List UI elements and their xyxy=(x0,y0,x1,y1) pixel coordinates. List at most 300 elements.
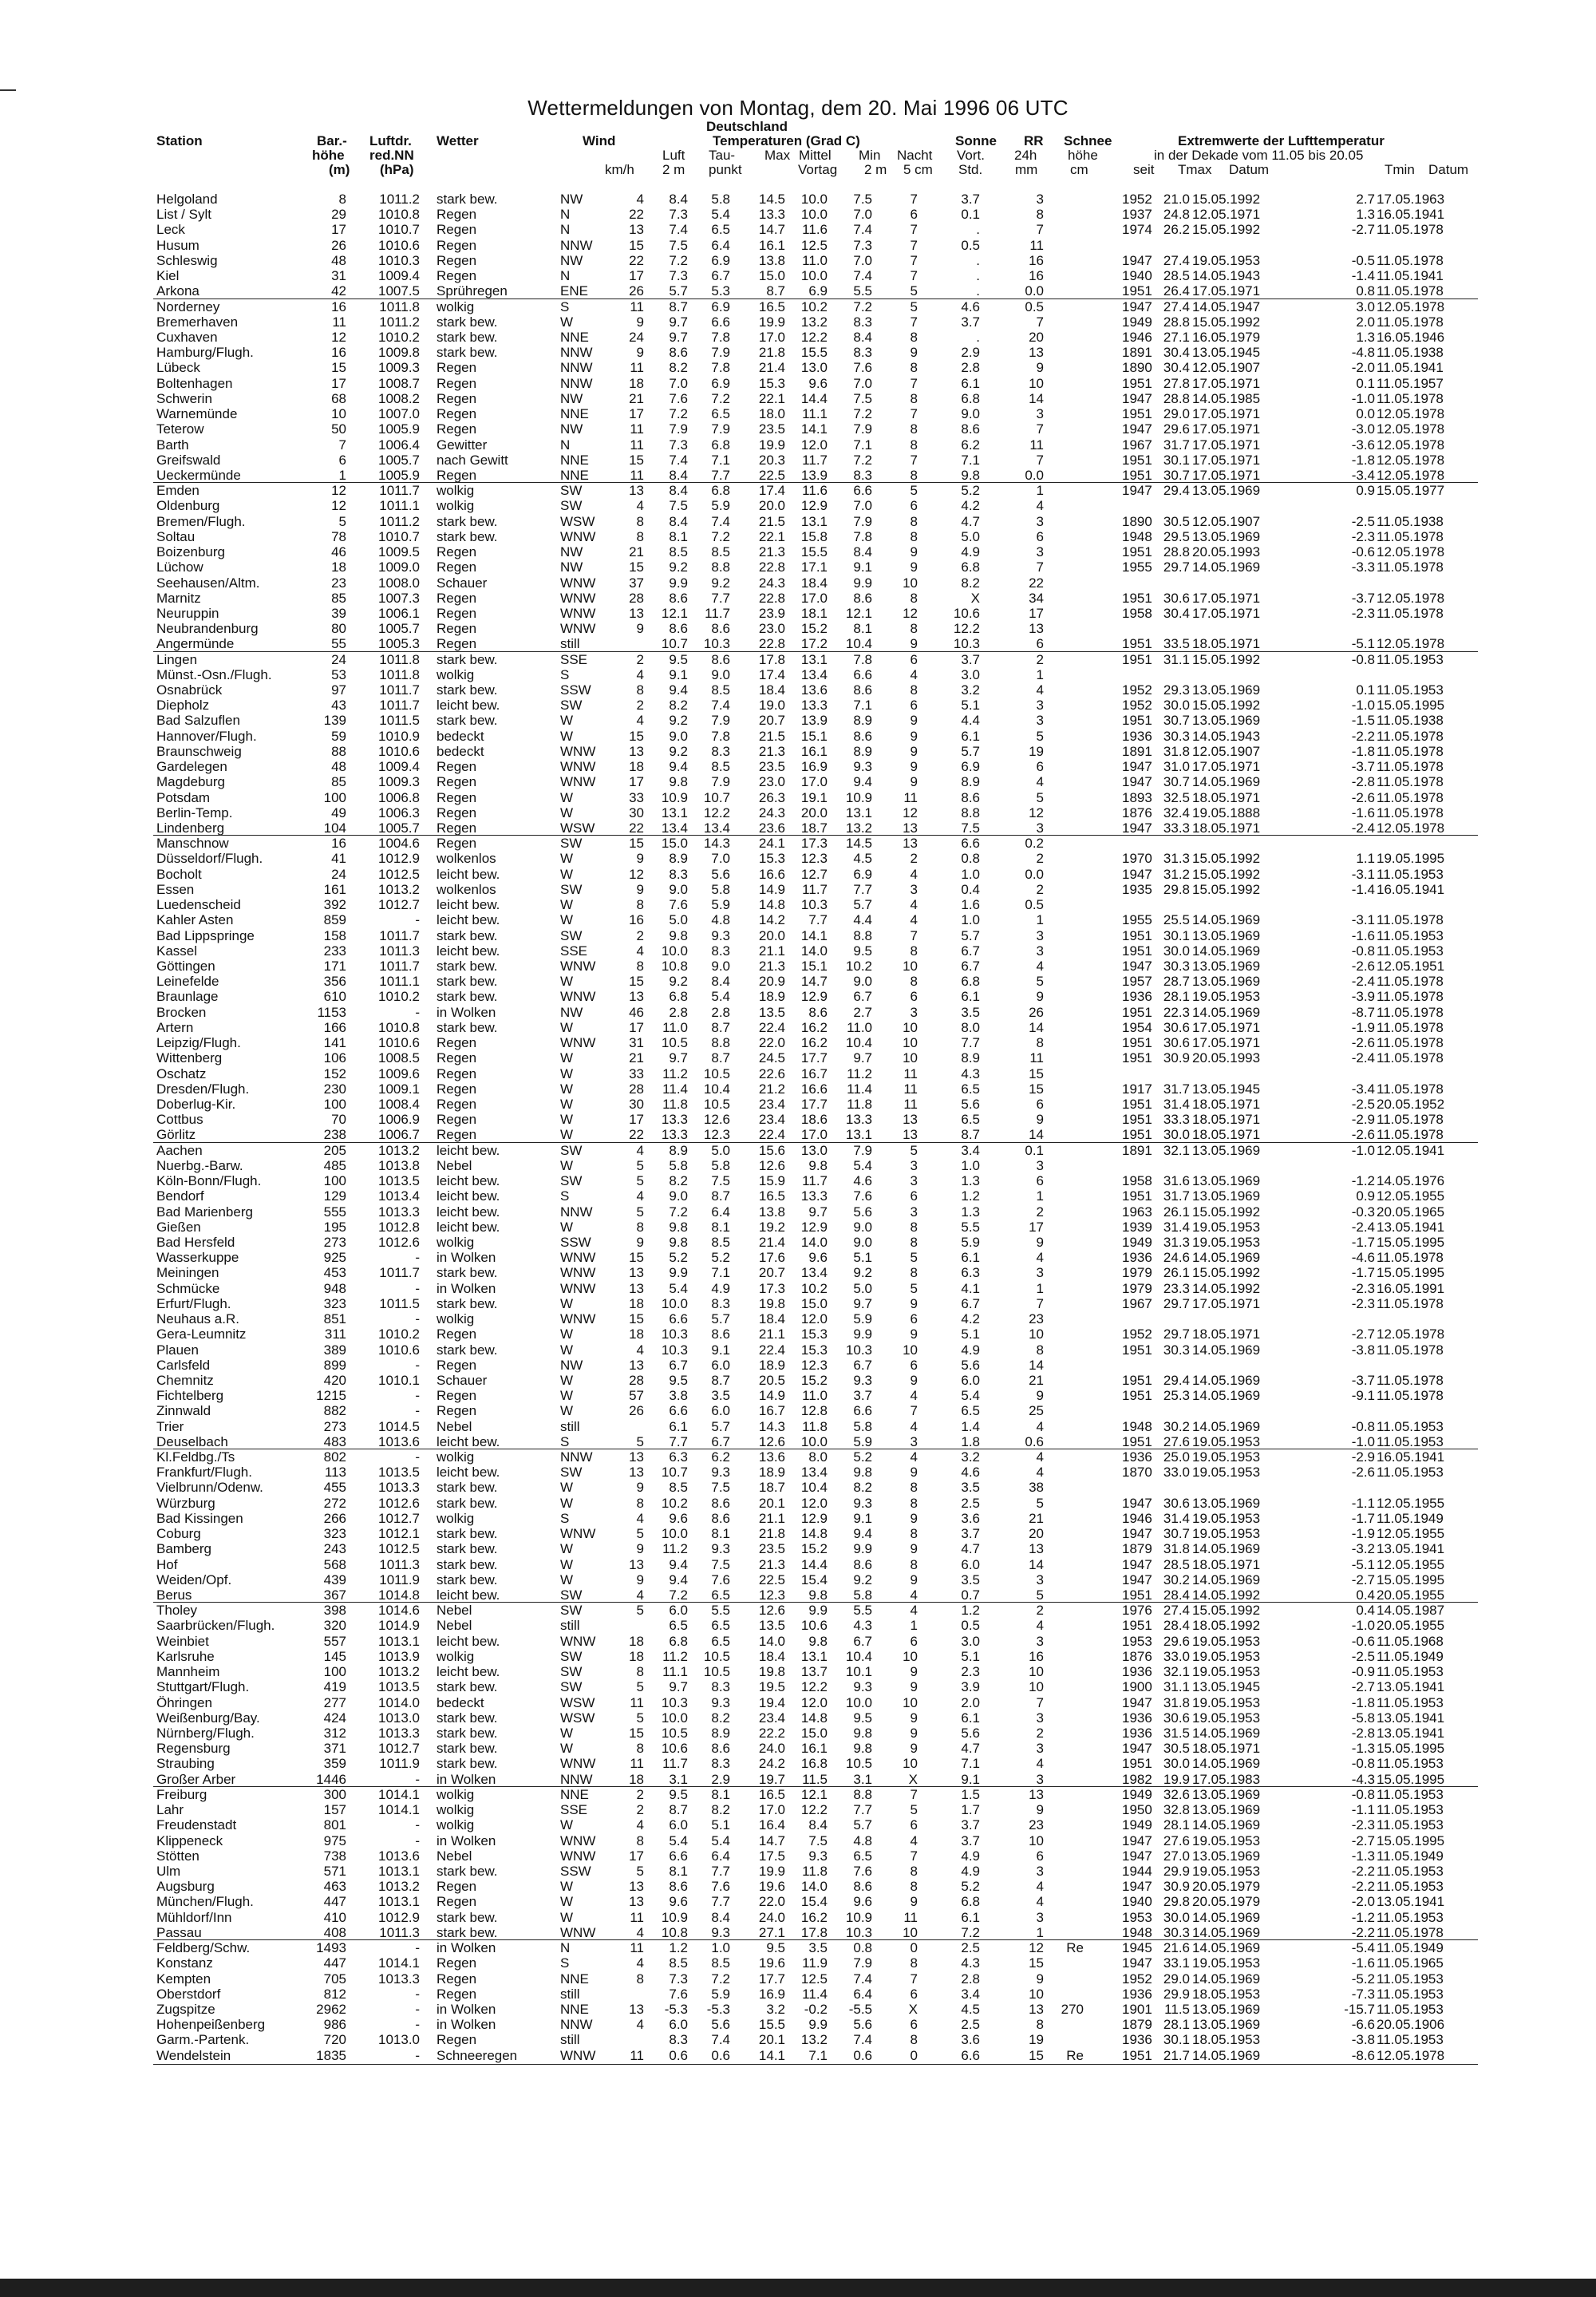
cell-air-temp: 7.6 xyxy=(669,897,688,912)
cell-weather: stark bew. xyxy=(437,1572,498,1587)
cell-record-since: 1948 xyxy=(1122,1925,1152,1940)
cell-station: Hohenpeißenberg xyxy=(156,2017,266,2032)
cell-record-since: 1947 xyxy=(1122,391,1152,406)
cell-wind-dir: WNW xyxy=(560,959,596,974)
cell-temp-min: 8.1 xyxy=(853,621,872,636)
table-row xyxy=(0,1311,1596,1326)
cell-temp-min: 5.9 xyxy=(853,1311,872,1326)
cell-pressure: 1009.3 xyxy=(378,774,420,789)
cell-rain: 23 xyxy=(1029,1817,1044,1832)
cell-record-since: 1947 xyxy=(1122,1695,1152,1710)
cell-pressure: 1013.3 xyxy=(378,1726,420,1741)
cell-temp-mean: 12.2 xyxy=(800,1679,828,1694)
cell-temp-night: 8 xyxy=(910,360,918,375)
cell-pressure: 1008.4 xyxy=(378,1097,420,1112)
cell-wind-dir: WNW xyxy=(560,1925,596,1940)
cell-station: Bad Hersfeld xyxy=(156,1235,235,1250)
table-row xyxy=(0,1618,1596,1633)
cell-tmax: 29.0 xyxy=(1163,1971,1190,1987)
cell-tmax: 27.4 xyxy=(1163,299,1190,314)
cell-tmin: -0.8 xyxy=(1351,652,1375,667)
cell-rain: 6 xyxy=(1036,1097,1044,1112)
cell-pressure: 1013.0 xyxy=(378,2032,420,2047)
cell-wind-dir: W xyxy=(560,1296,574,1311)
cell-rain: 2 xyxy=(1036,652,1044,667)
table-row xyxy=(0,1465,1596,1480)
cell-temp-min: 7.4 xyxy=(853,2032,872,2047)
cell-tmin: 0.9 xyxy=(1356,483,1375,498)
cell-temp-max: 20.3 xyxy=(758,453,785,468)
cell-tmax-date: 14.05.1992 xyxy=(1192,1281,1261,1296)
cell-rain: 4 xyxy=(1036,1465,1044,1480)
cell-temp-night: 13 xyxy=(903,836,918,851)
cell-temp-min: 9.9 xyxy=(853,1541,872,1556)
cell-tmin-date: 11.05.1978 xyxy=(1377,1373,1444,1388)
cell-temp-night: 10 xyxy=(903,1342,918,1358)
cell-dew-point: 7.9 xyxy=(711,345,730,360)
cell-dew-point: 6.7 xyxy=(711,268,730,283)
cell-rain: 3 xyxy=(1036,698,1044,713)
cell-wind-speed: 28 xyxy=(629,1081,644,1097)
cell-tmin-date: 15.05.1995 xyxy=(1377,1772,1445,1787)
table-row xyxy=(0,1173,1596,1188)
cell-altitude: 1493 xyxy=(316,1940,346,1955)
cell-sunshine: 6.8 xyxy=(961,559,980,575)
cell-sunshine: 8.2 xyxy=(961,575,980,591)
cell-wind-speed: 12 xyxy=(629,867,644,882)
cell-tmax-date: 18.05.1953 xyxy=(1192,2032,1261,2047)
table-row xyxy=(0,1143,1596,1158)
cell-weather: stark bew. xyxy=(437,1480,498,1495)
cell-temp-max: 12.6 xyxy=(758,1158,785,1173)
cell-sunshine: 3.7 xyxy=(961,1817,980,1832)
cell-pressure: 1011.5 xyxy=(379,713,420,728)
cell-tmin-date: 20.05.1955 xyxy=(1377,1618,1445,1633)
cell-air-temp: 11.7 xyxy=(662,1756,688,1771)
cell-tmin-date: 11.05.1978 xyxy=(1377,1127,1444,1142)
cell-tmax: 30.1 xyxy=(1163,453,1190,468)
table-row xyxy=(0,774,1596,789)
cell-tmin: -2.3 xyxy=(1351,606,1375,621)
cell-temp-min: 10.1 xyxy=(845,1664,872,1679)
cell-temp-night: 6 xyxy=(910,1987,918,2002)
cell-dew-point: 5.8 xyxy=(711,192,730,207)
cell-weather: stark bew. xyxy=(437,1726,498,1741)
cell-air-temp: 9.2 xyxy=(669,744,688,759)
cell-tmax-date: 18.05.1971 xyxy=(1192,1741,1261,1756)
cell-temp-min: 7.8 xyxy=(853,652,872,667)
table-row xyxy=(0,1250,1596,1265)
table-row xyxy=(0,1066,1596,1081)
cell-temp-mean: 10.6 xyxy=(800,1618,828,1633)
cell-tmin: 2.7 xyxy=(1356,192,1375,207)
cell-temp-night: 8 xyxy=(910,974,918,989)
cell-rain: 12 xyxy=(1029,1940,1044,1955)
cell-station: Köln-Bonn/Flugh. xyxy=(156,1173,262,1188)
cell-dew-point: 7.5 xyxy=(711,1173,730,1188)
cell-temp-max: 21.5 xyxy=(758,729,785,744)
cell-temp-night: 8 xyxy=(910,391,918,406)
cell-wind-dir: NNE xyxy=(560,1787,589,1802)
table-row xyxy=(0,391,1596,406)
cell-wind-dir: NNW xyxy=(560,1204,593,1220)
cell-tmax-date: 13.05.1969 xyxy=(1192,1188,1261,1204)
cell-tmin: -1.9 xyxy=(1351,1020,1375,1035)
cell-station: Lindenberg xyxy=(156,820,225,836)
cell-air-temp: 7.9 xyxy=(669,421,688,437)
cell-dew-point: 5.8 xyxy=(711,882,730,897)
cell-temp-max: 24.1 xyxy=(758,836,785,851)
cell-temp-mean: 14.8 xyxy=(800,1526,828,1541)
cell-record-since: 1948 xyxy=(1122,1419,1152,1434)
cell-tmin-date: 12.05.1978 xyxy=(1377,406,1445,421)
cell-temp-night: 10 xyxy=(903,1649,918,1664)
cell-pressure: 1010.3 xyxy=(378,253,420,268)
cell-tmax-date: 17.05.1971 xyxy=(1192,606,1261,621)
cell-tmin-date: 12.05.1978 xyxy=(1377,453,1445,468)
cell-tmin: -5.1 xyxy=(1351,1557,1375,1572)
cell-wind-speed: 15 xyxy=(629,1311,644,1326)
cell-tmin-date: 16.05.1941 xyxy=(1377,1449,1445,1465)
cell-sunshine: 3.4 xyxy=(961,1143,980,1158)
cell-tmin-date: 11.05.1953 xyxy=(1377,1434,1444,1449)
cell-tmax-date: 20.05.1979 xyxy=(1192,1879,1261,1894)
cell-tmax-date: 18.05.1971 xyxy=(1192,1112,1261,1127)
cell-temp-mean: 13.4 xyxy=(800,667,828,682)
cell-tmin: -2.0 xyxy=(1351,360,1375,375)
cell-tmin-date: 20.05.1906 xyxy=(1377,2017,1445,2032)
header-night: Nacht xyxy=(897,148,933,163)
cell-weather: in Wolken xyxy=(437,1281,496,1296)
cell-altitude: 2962 xyxy=(316,2002,346,2017)
cell-temp-mean: 14.1 xyxy=(800,421,828,437)
cell-temp-min: 6.6 xyxy=(853,1403,872,1418)
cell-dew-point: 8.3 xyxy=(711,1296,730,1311)
cell-air-temp: 6.0 xyxy=(669,1817,688,1832)
cell-station: Bamberg xyxy=(156,1541,211,1556)
cell-sunshine: 4.9 xyxy=(961,544,980,559)
header-rain-mm: mm xyxy=(1015,162,1038,177)
cell-altitude: 1153 xyxy=(317,1005,346,1020)
cell-record-since: 1936 xyxy=(1122,729,1152,744)
cell-dew-point: 8.7 xyxy=(711,1373,730,1388)
cell-air-temp: 10.9 xyxy=(661,1910,688,1925)
header-mean: Mittel xyxy=(799,148,832,163)
cell-wind-speed: 8 xyxy=(636,529,644,544)
cell-temp-night: 9 xyxy=(910,1373,918,1388)
cell-rain: 20 xyxy=(1029,1526,1044,1541)
cell-temp-night: 8 xyxy=(910,1235,918,1250)
cell-tmax: 30.4 xyxy=(1163,360,1190,375)
cell-wind-dir: NNW xyxy=(560,360,593,375)
cell-dew-point: 6.5 xyxy=(711,1634,730,1649)
cell-temp-min: 0.6 xyxy=(853,2048,872,2063)
cell-wind-dir: W xyxy=(560,897,574,912)
header-date-max: Datum xyxy=(1229,162,1270,177)
cell-pressure: - xyxy=(415,1987,420,2002)
cell-temp-min: 7.6 xyxy=(853,1188,872,1204)
cell-temp-mean: 13.0 xyxy=(800,360,828,375)
cell-rain: 4 xyxy=(1036,1894,1044,1909)
cell-record-since: 1951 xyxy=(1122,1434,1152,1449)
cell-tmin: -1.6 xyxy=(1351,928,1375,943)
cell-temp-max: 18.7 xyxy=(758,1480,785,1495)
cell-dew-point: 8.7 xyxy=(711,1050,730,1065)
table-row xyxy=(0,729,1596,744)
cell-rain: 4 xyxy=(1036,1250,1044,1265)
cell-pressure: 1011.9 xyxy=(379,1572,420,1587)
cell-temp-mean: 13.7 xyxy=(800,1664,828,1679)
header-night-5cm: 5 cm xyxy=(903,162,933,177)
cell-wind-dir: W xyxy=(560,1326,574,1342)
cell-wind-dir: NW xyxy=(560,253,583,268)
cell-tmax: 29.8 xyxy=(1163,882,1190,897)
cell-station: Bocholt xyxy=(156,867,202,882)
cell-temp-min: 5.6 xyxy=(853,1204,872,1220)
cell-station: List / Sylt xyxy=(156,207,211,222)
cell-altitude: 55 xyxy=(331,636,346,651)
cell-temp-mean: 11.7 xyxy=(802,1173,828,1188)
cell-sunshine: 4.9 xyxy=(961,1848,980,1864)
cell-pressure: - xyxy=(415,1940,420,1955)
cell-wind-dir: WNW xyxy=(560,1848,596,1864)
cell-dew-point: 6.2 xyxy=(711,1449,730,1465)
cell-altitude: 6 xyxy=(338,453,346,468)
cell-station: Freiburg xyxy=(156,1787,207,1802)
cell-tmin-date: 13.05.1941 xyxy=(1377,1220,1445,1235)
cell-tmax-date: 20.05.1993 xyxy=(1192,1050,1261,1065)
cell-wind-dir: S xyxy=(560,1188,570,1204)
cell-temp-max: 13.8 xyxy=(758,1204,785,1220)
cell-altitude: 410 xyxy=(323,1910,346,1925)
cell-wind-speed: 18 xyxy=(629,376,644,391)
cell-temp-mean: 13.9 xyxy=(800,468,828,483)
cell-wind-speed: 8 xyxy=(636,1220,644,1235)
cell-temp-max: 20.1 xyxy=(758,2032,785,2047)
cell-temp-min: 5.8 xyxy=(853,1587,872,1603)
cell-wind-speed: 30 xyxy=(629,805,644,820)
cell-temp-mean: 9.8 xyxy=(808,1158,828,1173)
cell-pressure: 1005.7 xyxy=(378,453,420,468)
cell-dew-point: 8.3 xyxy=(711,1679,730,1694)
cell-temp-max: 12.6 xyxy=(758,1434,785,1449)
cell-temp-max: 22.0 xyxy=(758,1035,785,1050)
cell-temp-night: 9 xyxy=(910,544,918,559)
cell-temp-max: 22.4 xyxy=(758,1020,785,1035)
cell-altitude: 49 xyxy=(331,805,346,820)
cell-sunshine: 4.7 xyxy=(961,1541,980,1556)
cell-tmax-date: 19.05.1953 xyxy=(1192,1634,1261,1649)
cell-temp-min: 5.0 xyxy=(853,1281,872,1296)
cell-temp-night: 5 xyxy=(910,1281,918,1296)
cell-sunshine: 6.6 xyxy=(961,2048,980,2063)
cell-temp-mean: 11.0 xyxy=(802,1388,828,1403)
cell-air-temp: 8.9 xyxy=(669,1143,688,1158)
cell-pressure: 1011.9 xyxy=(379,1756,420,1771)
cell-weather: stark bew. xyxy=(437,1526,498,1541)
cell-pressure: 1009.0 xyxy=(378,559,420,575)
cell-temp-max: 16.5 xyxy=(758,299,785,314)
cell-tmin: -0.5 xyxy=(1351,253,1375,268)
cell-rain: 0.5 xyxy=(1025,897,1044,912)
cell-rain: 8 xyxy=(1036,1035,1044,1050)
cell-rain: 9 xyxy=(1036,1235,1044,1250)
header-sun-prev: Vort. xyxy=(957,148,985,163)
cell-sunshine: 4.7 xyxy=(961,514,980,529)
cell-temp-max: 22.4 xyxy=(758,1342,785,1358)
cell-rain: 13 xyxy=(1029,2002,1044,2017)
cell-temp-mean: 11.7 xyxy=(802,882,828,897)
cell-dew-point: 6.8 xyxy=(711,483,730,498)
cell-dew-point: 6.9 xyxy=(711,376,730,391)
cell-rain: 14 xyxy=(1029,1358,1044,1373)
cell-record-since: 1891 xyxy=(1122,345,1152,360)
cell-temp-min: 4.3 xyxy=(853,1618,872,1633)
cell-air-temp: 3.8 xyxy=(669,1388,688,1403)
cell-wind-dir: WNW xyxy=(560,1281,596,1296)
cell-wind-dir: WNW xyxy=(560,606,596,621)
cell-tmin-date: 15.05.1995 xyxy=(1377,1741,1445,1756)
cell-tmin: 2.0 xyxy=(1356,314,1375,330)
cell-tmin: -2.3 xyxy=(1351,1281,1375,1296)
cell-tmax: 30.2 xyxy=(1163,1572,1190,1587)
cell-rain: 4 xyxy=(1036,682,1044,698)
cell-altitude: 851 xyxy=(323,1311,346,1326)
cell-tmax: 31.1 xyxy=(1163,652,1190,667)
cell-temp-min: 7.2 xyxy=(853,406,872,421)
cell-weather: in Wolken xyxy=(437,1833,496,1848)
table-row xyxy=(0,759,1596,774)
cell-tmax: 28.4 xyxy=(1163,1618,1190,1633)
cell-wind-speed: 9 xyxy=(636,621,644,636)
cell-temp-mean: 17.0 xyxy=(800,591,828,606)
cell-record-since: 1949 xyxy=(1122,1235,1152,1250)
cell-tmin-date: 13.05.1941 xyxy=(1377,1894,1445,1909)
cell-temp-night: 8 xyxy=(910,591,918,606)
cell-dew-point: 8.8 xyxy=(711,1035,730,1050)
cell-temp-max: 22.0 xyxy=(758,1894,785,1909)
cell-temp-mean: 9.9 xyxy=(808,2017,828,2032)
cell-tmin: -0.9 xyxy=(1351,1664,1375,1679)
cell-altitude: 230 xyxy=(323,1081,346,1097)
cell-station: Tholey xyxy=(156,1603,198,1618)
table-row xyxy=(0,698,1596,713)
cell-altitude: 104 xyxy=(323,820,346,836)
cell-tmin-date: 11.05.1978 xyxy=(1377,759,1444,774)
cell-temp-min: 7.9 xyxy=(853,514,872,529)
cell-wind-speed: 2 xyxy=(636,652,644,667)
cell-wind-dir: SW xyxy=(560,836,583,851)
cell-tmax: 31.8 xyxy=(1163,744,1190,759)
cell-weather: stark bew. xyxy=(437,1864,498,1879)
cell-wind-dir: WNW xyxy=(560,529,596,544)
cell-wind-dir: W xyxy=(560,1741,574,1756)
cell-wind-speed: 33 xyxy=(629,1066,644,1081)
cell-sunshine: 6.1 xyxy=(961,989,980,1004)
cell-station: Neuhaus a.R. xyxy=(156,1311,239,1326)
cell-tmax-date: 19.05.1953 xyxy=(1192,989,1261,1004)
cell-sunshine: 1.4 xyxy=(961,1419,980,1434)
cell-sunshine: 3.2 xyxy=(961,682,980,698)
cell-pressure: 1006.7 xyxy=(378,1127,420,1142)
cell-temp-min: 6.9 xyxy=(853,867,872,882)
cell-temp-night: 10 xyxy=(903,575,918,591)
table-row xyxy=(0,406,1596,421)
cell-altitude: 8 xyxy=(338,192,346,207)
cell-temp-max: 18.4 xyxy=(758,1649,785,1664)
cell-station: Chemnitz xyxy=(156,1373,214,1388)
cell-wind-dir: WNW xyxy=(560,2048,596,2063)
cell-temp-night: 9 xyxy=(910,1541,918,1556)
cell-wind-speed: 8 xyxy=(636,682,644,698)
cell-air-temp: 5.0 xyxy=(669,912,688,927)
cell-wind-dir: WNW xyxy=(560,1756,596,1771)
cell-weather: stark bew. xyxy=(437,529,498,544)
cell-tmin-date: 12.05.1951 xyxy=(1377,959,1445,974)
cell-tmin-date: 11.05.1957 xyxy=(1377,376,1444,391)
cell-temp-mean: 10.3 xyxy=(800,897,828,912)
cell-tmin: -0.6 xyxy=(1351,544,1375,559)
cell-dew-point: 7.9 xyxy=(711,713,730,728)
cell-rain: 10 xyxy=(1029,1326,1044,1342)
cell-tmin: 1.3 xyxy=(1356,330,1375,345)
cell-temp-max: 15.0 xyxy=(758,268,785,283)
cell-air-temp: 11.1 xyxy=(662,1664,688,1679)
cell-altitude: 139 xyxy=(323,713,346,728)
cell-pressure: 1010.2 xyxy=(378,330,420,345)
cell-tmin-date: 12.05.1978 xyxy=(1377,636,1445,651)
cell-weather: Regen xyxy=(437,406,477,421)
cell-altitude: 925 xyxy=(323,1250,346,1265)
cell-temp-night: 9 xyxy=(910,1726,918,1741)
cell-sunshine: 4.2 xyxy=(961,1311,980,1326)
cell-temp-night: 0 xyxy=(910,1940,918,1955)
cell-wind-dir: still xyxy=(560,1987,580,2002)
cell-tmin-date: 11.05.1953 xyxy=(1377,682,1444,698)
cell-altitude: 10 xyxy=(331,406,346,421)
cell-dew-point: 12.3 xyxy=(703,1127,730,1142)
cell-air-temp: 10.9 xyxy=(661,790,688,805)
cell-wind-speed: 5 xyxy=(636,1603,644,1618)
header-min: Min xyxy=(859,148,881,163)
cell-temp-max: 20.0 xyxy=(758,928,785,943)
cell-record-since: 1947 xyxy=(1122,1572,1152,1587)
cell-temp-mean: 14.1 xyxy=(800,928,828,943)
cell-wind-speed: 4 xyxy=(636,1925,644,1940)
cell-tmin: -2.4 xyxy=(1351,1220,1375,1235)
cell-rain: 0.1 xyxy=(1025,1143,1044,1158)
cell-temp-max: 15.3 xyxy=(758,376,785,391)
cell-tmax-date: 17.05.1971 xyxy=(1192,421,1261,437)
cell-tmin: -2.7 xyxy=(1351,1572,1375,1587)
cell-station: Marnitz xyxy=(156,591,201,606)
cell-temp-mean: 12.9 xyxy=(800,1511,828,1526)
cell-wind-speed: 18 xyxy=(629,1634,644,1649)
cell-dew-point: 7.7 xyxy=(711,468,730,483)
cell-tmax: 30.0 xyxy=(1163,1127,1190,1142)
cell-tmax: 24.8 xyxy=(1163,207,1190,222)
cell-tmin-date: 11.05.1941 xyxy=(1377,360,1444,375)
cell-temp-min: 12.1 xyxy=(845,606,872,621)
cell-sunshine: . xyxy=(976,330,980,345)
cell-temp-max: 16.4 xyxy=(758,1817,785,1832)
cell-tmax: 29.6 xyxy=(1163,421,1190,437)
cell-pressure: 1013.2 xyxy=(378,1143,420,1158)
cell-tmin: -1.3 xyxy=(1351,1741,1375,1756)
cell-altitude: 273 xyxy=(323,1235,346,1250)
cell-wind-dir: W xyxy=(560,1097,574,1112)
cell-temp-night: 13 xyxy=(903,820,918,836)
